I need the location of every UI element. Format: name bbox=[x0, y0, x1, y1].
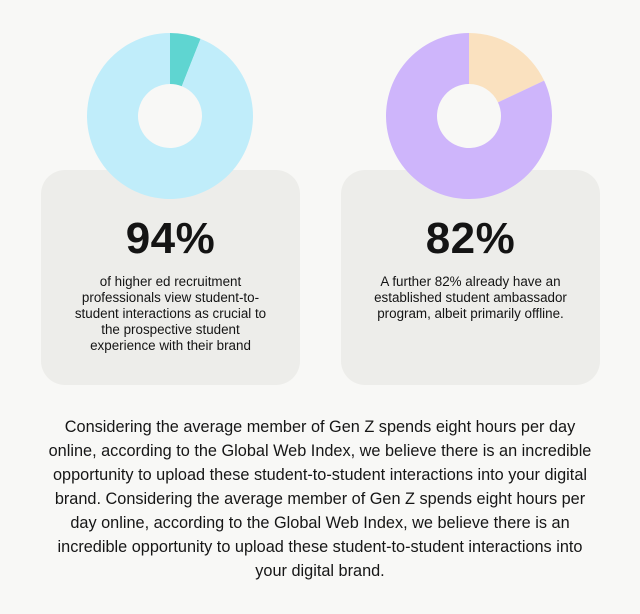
donut-slice-share bbox=[87, 33, 253, 199]
stat-description-left: of higher ed recruitment professionals view student-to-student interactions as crucial to the prospective student experience with their brand bbox=[74, 274, 267, 353]
stat-headline-right: 82% bbox=[425, 214, 516, 263]
stat-headline-left: 94% bbox=[125, 214, 216, 263]
stat-card-right bbox=[341, 170, 600, 385]
donut-chart-left bbox=[87, 33, 253, 199]
donut-chart-right bbox=[386, 33, 552, 199]
stat-card-left bbox=[41, 170, 300, 385]
stat-description-right: A further 82% already have an established student ambassador program, albeit primarily offline. bbox=[374, 274, 567, 321]
body-paragraph: Considering the average member of Gen Z spends eight hours per day online, according to the Global Web Index, we believe there is an incredible opportunity to upload these student-to-student interactions into your digital brand. Considering the average member of Gen Z spends eight hours per day online, according to the Global Web Index, we believe there is an incredible opportunity to upload these student-to-student interactions into your digital brand. bbox=[48, 418, 592, 580]
